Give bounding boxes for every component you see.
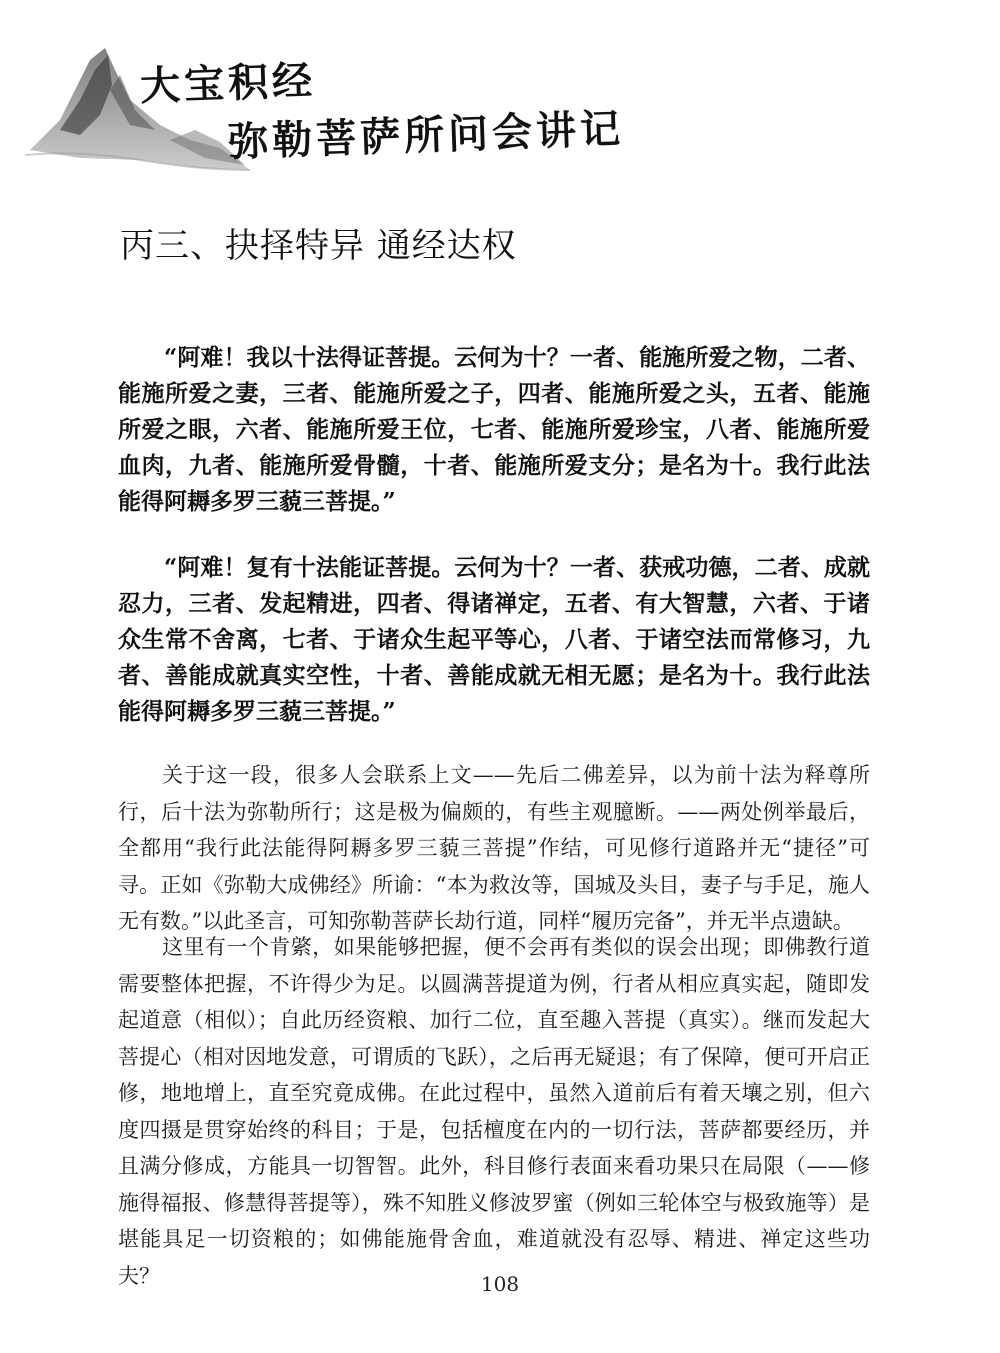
page-number: 108 xyxy=(480,1272,520,1296)
section-title: 丙三、抉择特异 通经达权 xyxy=(120,226,517,266)
sutra-quote: “阿难！我以十法得证菩提。云何为十？一者、能施所爱之物，二者、能施所爱之妻，三者、能施所爱之子，四者、能施所爱之头，五者、能施所爱之眼，六者、能施所爱王位，七者、能施所爱珍宝，八者、能施所爱血肉，九者、能施所爱骨髓，十者、能施所爱支分；是名为十。我行此法能得阿耨多罗三藐三菩提。” xyxy=(118,344,870,515)
book-title-line2: 弥勒菩萨所问会讲记 xyxy=(227,105,625,166)
body-paragraph: 关于这一段，很多人会联系上文——先后二佛差异，以为前十法为释尊所行，后十法为弥勒所行；这是极为偏颇的，有些主观臆断。——两处例举最后，全都用“我行此法能得阿耨多罗三藐三菩提”作结，可见修行道路并无“捷径”可寻。正如《弥勒大成佛经》所谕：“本为救汝等，国城及头目，妻子与手足，施人无有数。”以此圣言，可知弥勒菩萨长劫行道，同样“履历完备”，并无半点遗缺。 xyxy=(118,763,870,933)
book-title-line1: 大宝积经 xyxy=(139,56,317,111)
sutra-quote: “阿难！复有十法能证菩提。云何为十？一者、获戒功德，二者、成就忍力，三者、发起精进，四者、得诸禅定，五者、有大智慧，六者、于诸众生常不舍离，七者、于诸众生起平等心，八者、于诸空法而常修习，九者、善能成就真实空性，十者、善能成就无相无愿；是名为十。我行此法能得阿耨多罗三藐三菩提。” xyxy=(118,554,870,725)
body-paragraph: 这里有一个肯綮，如果能够把握，便不会再有类似的误会出现；即佛教行道需要整体把握，不许得少为足。以圆满菩提道为例，行者从相应真实起，随即发起道意（相似）；自此历经资粮、加行二位，直至趣入菩提（真实）。继而发起大菩提心（相对因地发意，可谓质的飞跃），之后再无疑退；有了保障，便可开启正修，地地增上，直至究竟成佛。在此过程中，虽然入道前后有着天壤之别，但六度四摄是贯穿始终的科目；于是，包括檀度在内的一切行法，菩萨都要经历，并且满分修成，方能具一切智智。此外，科目修行表面来看功果只在局限（——修施得福报、修慧得菩提等），殊不知胜义修波罗蜜（例如三轮体空与极致施等）是堪能具足一切资粮的；如佛能施骨舍血，难道就没有忍辱、精进、禅定这些功夫？ xyxy=(118,935,870,1288)
